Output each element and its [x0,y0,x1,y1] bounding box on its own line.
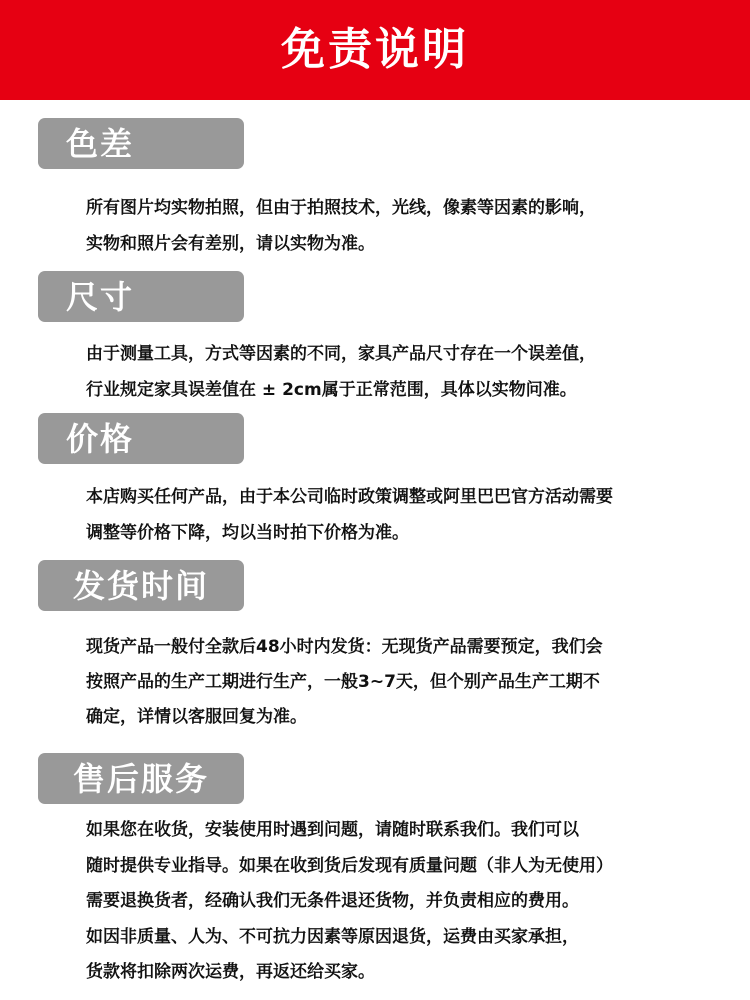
section-label-text: 价格 [66,419,135,458]
section-text-line: 现货产品一般付全款后48小时内发货：无现货产品需要预定，我们会 [86,637,603,657]
section-body-shipping-time [86,630,726,735]
section-label-text: 尺寸 [66,277,135,316]
section-text-line: 需要退换货者，经确认我们无条件退还货物，并负责相应的费用。 [86,891,579,911]
section-text-line: 所有图片均实物拍照，但由于拍照技术，光线，像素等因素的影响， [86,198,596,218]
section-body-price [86,479,726,551]
section-label-text: 色差 [66,124,135,163]
section-text-line: 由于测量工具，方式等因素的不同，家具产品尺寸存在一个误差值， [86,344,596,364]
section-body-color-difference [86,190,726,262]
section-label-size [38,271,244,322]
section-text-line: 按照产品的生产工期进行生产，一般3~7天，但个别产品生产工期不 [86,672,600,692]
section-text-line: 货款将扣除两次运费，再返还给买家。 [86,962,375,982]
section-text-line: 随时提供专业指导。如果在收到货后发现有质量问题（非人为无使用） [86,855,613,876]
section-label-shipping-time [38,560,244,611]
page-title: 免责说明 [281,24,469,75]
section-label-text: 发货时间 [72,566,209,605]
section-text-line: 行业规定家具误差值在 ± 2cm属于正常范围，具体以实物问准。 [86,380,577,400]
section-text-line: 确定，详情以客服回复为准。 [86,707,307,727]
section-text-line: 实物和照片会有差别，请以实物为准。 [86,234,375,254]
section-body-after-sales [86,813,726,991]
section-label-price [38,413,244,464]
section-body-size [86,336,726,408]
section-label-text: 售后服务 [72,759,209,798]
page-header [0,0,750,100]
section-text-line: 如因非质量、人为、不可抗力因素等原因退货，运费由买家承担， [86,926,579,947]
section-label-color-difference [38,118,244,169]
section-text-line: 本店购买任何产品，由于本公司临时政策调整或阿里巴巴官方活动需要 [86,487,613,507]
section-label-after-sales [38,753,244,804]
section-text-line: 如果您在收货，安装使用时遇到问题，请随时联系我们。我们可以 [86,820,579,840]
section-text-line: 调整等价格下降，均以当时拍下价格为准。 [86,523,409,543]
